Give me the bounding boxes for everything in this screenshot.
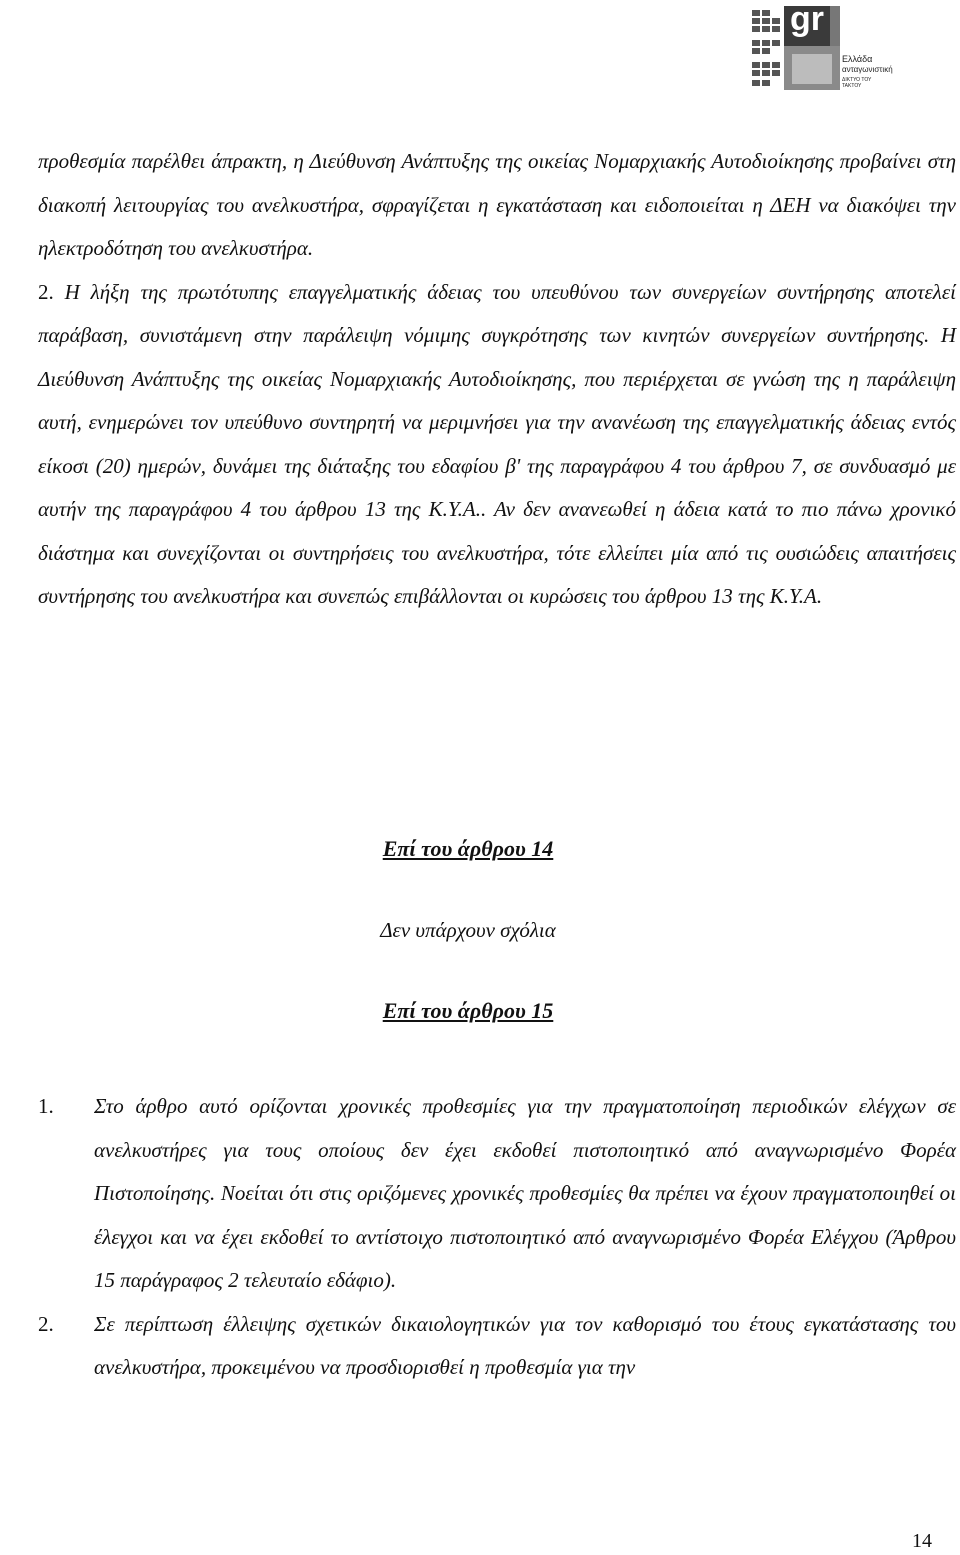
- list-item-text: Σε περίπτωση έλλειψης σχετικών δικαιολογητικών για τον καθορισμό του έτους εγκατάστασης του ανελκυστήρα, προκειμένου να προσδιορισθεί η προθεσμία για την: [94, 1311, 956, 1379]
- item-2-paragraph: [38, 271, 956, 619]
- no-comments-note: Δεν υπάρχουν σχόλια: [380, 918, 556, 942]
- logo-line3: ΔΙΚΤΥΟ ΤΟΥ ΤΑΚΤΟΥ: [842, 77, 872, 89]
- logo-line1: Ελλάδα: [842, 54, 873, 64]
- list-item: [38, 1085, 956, 1303]
- page-number: 14: [912, 1530, 932, 1552]
- item-2-number: 2.: [38, 279, 54, 304]
- list-item-text: Στο άρθρο αυτό ορίζονται χρονικές προθεσμίες για την πραγματοποίηση περιοδικών ελέγχων σε ανελκυστήρες για τους οποίους δεν έχει εκδοθεί πιστοποιητικό από αναγνωρισμένο Φορέα Πιστοποίησης. Νοείται ότι στις οριζόμενες χρονικές προθεσμίες θα πρέπει να έχουν πραγματοποιηθεί οι έλεγχοι και να έχει εκδοθεί το αντίστοιχο πιστοποιητικό από αναγνωρισμένο Φορέα Ελέγχου (Άρθρου 15 παράγραφος 2 τελευταίο εδάφιο).: [94, 1094, 956, 1292]
- list-item-number: 1.: [38, 1094, 54, 1118]
- continued-paragraph: προθεσμία παρέλθει άπρακτη, η Διεύθυνση Ανάπτυξης της οικείας Νομαρχιακής Αυτοδιοίκησης προβαίνει στη διακοπή λειτουργίας του ανελκυστήρα, σφραγίζεται η εγκατάσταση και ειδοποιείται η ΔΕΗ να διακόψει την ηλεκτροδότηση του ανελκυστήρα.: [38, 149, 956, 260]
- intro-section: [38, 140, 956, 619]
- item-2-text: Η λήξη της πρωτότυπης επαγγελματικής άδειας του υπευθύνου των συνεργείων συντήρησης αποτελεί παράβαση, συνιστάμενη στην παράλειψη νόμιμης συγκρότησης των κινητών συνεργείων συντήρησης. Η Διεύθυνση Ανάπτυξης της οικείας Νομαρχιακής Αυτοδιοίκησης, που περιέρχεται σε γνώση της η παράλειψη αυτή, ενημερώνει τον υπεύθυνο συντηρητή να μεριμνήσει για την ανανέωση της επαγγελματικής άδειας εντός είκοσι (20) ημερών, δυνάμει της διάταξης του εδαφίου β' της παραγράφου 4 του άρθρου 7, σε συνδυασμό με αυτήν της παραγράφου 4 του άρθρου 13 της Κ.Υ.Α.. Αν δεν ανανεωθεί η άδεια κατά το πιο πάνω χρονικό διάστημα και συνεχίζονται οι συντηρήσεις του ανελκυστήρα, τότε ελλείπει μία από τις ουσιώδεις απαιτήσεις συντήρησης του ανελκυστήρα και συνεπώς επιβάλλονται οι κυρώσεις του άρθρου 13 της Κ.Υ.Α.: [38, 279, 956, 608]
- article-15-list: [38, 1085, 956, 1390]
- article-14-heading: Επί του άρθρου 14: [382, 836, 554, 861]
- logo-brand: gr: [790, 0, 824, 38]
- greece-competitive-logo: [748, 0, 893, 96]
- list-item: [38, 1303, 956, 1390]
- list-item-number: 2.: [38, 1311, 54, 1336]
- article-15-heading: Επί του άρθρου 15: [382, 998, 554, 1023]
- logo-line2: ανταγωνιστική: [842, 65, 893, 74]
